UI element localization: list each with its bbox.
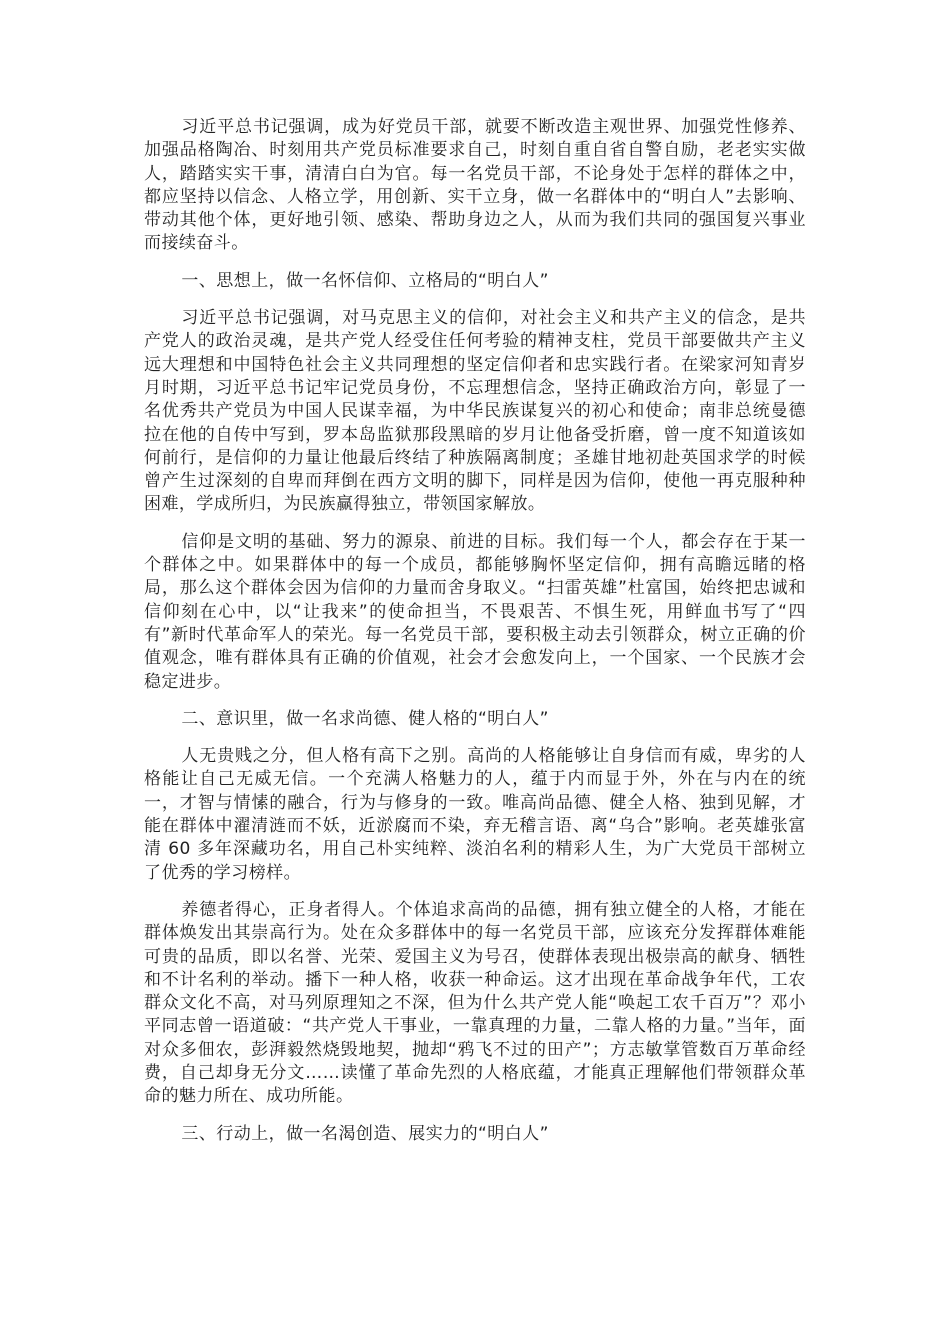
section-2-paragraph-2: 养德者得心，正身者得人。个体追求高尚的品德，拥有独立健全的人格，才能在群体焕发出其崇高行为。处在众多群体中的每一名党员干部，应该充分发挥群体难能可贵的品质，即以名誉、光荣、爱国主义为号召，使群体表现出极崇高的献身、牺牲和不计名利的举动。播下一种人格，收获一种命运。这才出现在革命战争年代，工农群众文化不高，对马列原理知之不深，但为什么共产党人能“唤起工农千百万”？邓小平同志曾一语道破：“共产党人干事业，一靠真理的力量，二靠人格的力量。”当年，面对众多佃农，彭湃毅然烧毁地契，抛却“鸦飞不过的田产”；方志敏掌管数百万革命经费，自己却身无分文……读懂了革命先烈的人格底蕴，才能真正理解他们带领群众革命的魅力所在、成功所能。: [144, 899, 806, 1107]
section-2-paragraph-1: 人无贵贱之分，但人格有高下之别。高尚的人格能够让自身信而有威，卑劣的人格能让自己无威无信。一个充满人格魅力的人，蕴于内而显于外，外在与内在的统一，才智与情愫的融合，行为与修身的一致。唯高尚品德、健全人格、独到见解，才能在群体中濯清涟而不妖，近淤腐而不染，弃无稽言语、离“乌合”影响。老英雄张富清 60 多年深藏功名，用自己朴实纯粹、淡泊名利的精彩人生，为广大党员干部树立了优秀的学习榜样。: [144, 746, 806, 883]
section-heading-1: 一、思想上，做一名怀信仰、立格局的“明白人”: [181, 270, 549, 291]
section-heading-3: 三、行动上，做一名渴创造、展实力的“明白人”: [181, 1123, 549, 1144]
section-1-paragraph-1: 习近平总书记强调，对马克思主义的信仰，对社会主义和共产主义的信念，是共产党人的政治灵魂，是共产党人经受住任何考验的精神支柱，党员干部要做共产主义远大理想和中国特色社会主义共同理想的坚定信仰者和忠实践行者。在梁家河知青岁月时期，习近平总书记牢记党员身份，不忘理想信念，坚持正确政治方向，彰显了一名优秀共产党员为中国人民谋幸福，为中华民族谋复兴的初心和使命；南非总统曼德拉在他的自传中写到，罗本岛监狱那段黑暗的岁月让他备受折磨，曾一度不知道该如何前行，是信仰的力量让他最后终结了种族隔离制度；圣雄甘地初赴英国求学的时候曾产生过深刻的自卑而拜倒在西方文明的脚下，同样是因为信仰，使他一再克服种种困难，学成所归，为民族赢得独立，带领国家解放。: [144, 308, 806, 515]
section-1-paragraph-2: 信仰是文明的基础、努力的源泉、前进的目标。我们每一个人，都会存在于某一个群体之中。如果群体中的每一个成员，都能够胸怀坚定信仰，拥有高瞻远睹的格局，那么这个群体会因为信仰的力量而舍身取义。“扫雷英雄”杜富国，始终把忠诚和信仰刻在心中，以“让我来”的使命担当，不畏艰苦、不惧生死，用鲜血书写了“四有”新时代革命军人的荣光。每一名党员干部，要积极主动去引领群众，树立正确的价值观念，唯有群体具有正确的价值观，社会才会愈发向上，一个国家、一个民族才会稳定进步。: [144, 531, 806, 692]
document-page: [144, 116, 806, 1160]
section-heading-2: 二、意识里，做一名求尚德、健人格的“明白人”: [181, 708, 549, 729]
intro-paragraph: 习近平总书记强调，成为好党员干部，就要不断改造主观世界、加强党性修养、加强品格陶冶、时刻用共产党员标准要求自己，时刻自重自省自警自励，老老实实做人，踏踏实实干事，清清白白为官。每一名党员干部，不论身处于怎样的群体之中，都应坚持以信念、人格立学，用创新、实干立身，做一名群体中的“明白人”去影响、带动其他个体，更好地引领、感染、帮助身边之人，从而为我们共同的强国复兴事业而接续奋斗。: [144, 117, 806, 254]
